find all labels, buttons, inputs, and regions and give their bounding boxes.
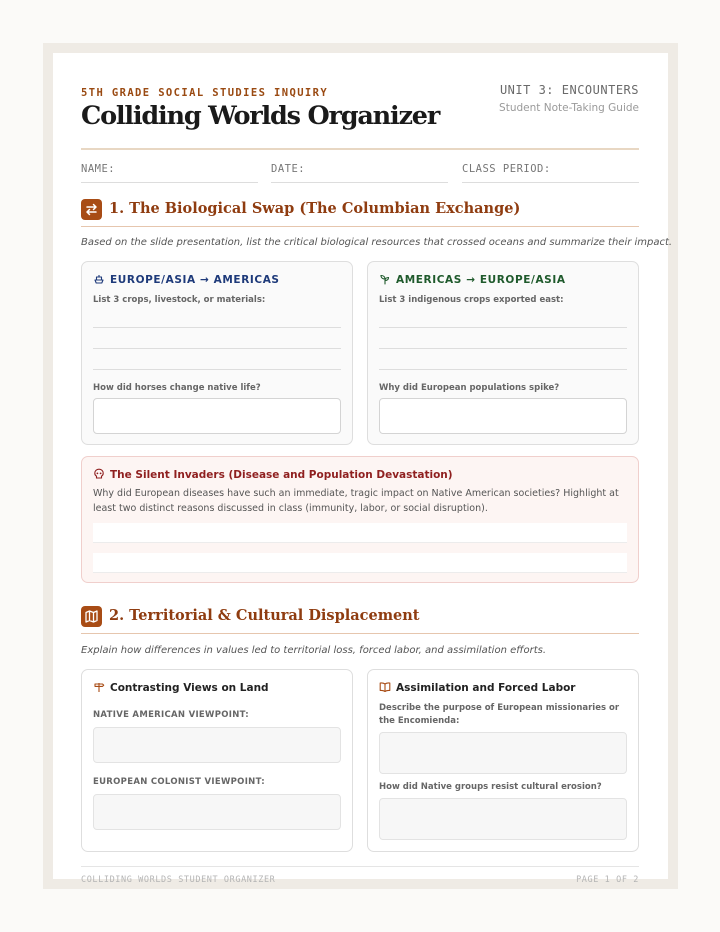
answer-line[interactable] [93,553,627,573]
silent-invaders-prompt: Why did European diseases have such an immediate, tragic impact on Native American societies? Highlight at least two distinct reasons discussed in class (immunity, labor, or social disruption). [93,488,619,514]
land-views-heading: Contrasting Views on Land [93,681,269,694]
native-viewpoint-label: NATIVE AMERICAN VIEWPOINT: [93,710,249,720]
silent-invaders-heading: The Silent Invaders (Disease and Population Devastation) [93,468,453,481]
answer-line[interactable] [379,348,627,349]
section-1-title: 1. The Biological Swap (The Columbian Exchange) [109,200,521,217]
header-divider [81,148,639,150]
americas-to-europe-heading: AMERICAS → EUROPE/ASIA [379,273,566,286]
section-2-header [81,606,639,634]
page-number: PAGE 1 OF 2 [576,875,639,885]
guide-subtitle: Student Note-Taking Guide [499,102,639,114]
map-icon [81,606,102,627]
assimilation-heading: Assimilation and Forced Labor [379,681,575,694]
european-viewpoint-box[interactable] [93,794,341,830]
footer-title: COLLIDING WORLDS STUDENT ORGANIZER [81,875,276,885]
signpost-icon [93,681,105,693]
sprout-icon [379,273,391,285]
skull-icon [93,468,105,480]
section-1-description: Based on the slide presentation, list the critical biological resources that crossed oceans and summarize their impact. [81,237,673,248]
page-footer [81,866,639,885]
name-field[interactable]: NAME: [81,163,258,183]
missionaries-question: Describe the purpose of European missionaries or the Encomienda: [379,703,620,726]
assimilation-card [367,669,639,852]
resistance-answer-box[interactable] [379,798,627,840]
european-viewpoint-label: EUROPEAN COLONIST VIEWPOINT: [93,777,265,787]
class-period-field[interactable]: CLASS PERIOD: [462,163,639,183]
land-views-card [81,669,353,852]
section-2-title: 2. Territorial & Cultural Displacement [109,607,420,624]
americas-to-europe-card [367,261,639,445]
ship-icon [93,273,105,285]
exchange-icon [81,199,102,220]
missionaries-answer-box[interactable] [379,732,627,774]
horses-answer-box[interactable] [93,398,341,434]
section-1-header [81,199,639,227]
horses-question: How did horses change native life? [93,383,261,393]
worksheet-page [53,53,673,885]
native-viewpoint-box[interactable] [93,727,341,763]
population-answer-box[interactable] [379,398,627,434]
answer-line[interactable] [93,369,341,370]
europe-to-americas-heading: EUROPE/ASIA → AMERICAS [93,273,280,286]
europe-to-americas-card [81,261,353,445]
answer-line[interactable] [93,523,627,543]
population-question: Why did European populations spike? [379,383,560,393]
europe-list-label: List 3 crops, livestock, or materials: [93,295,266,305]
resistance-question: How did Native groups resist cultural erosion? [379,782,602,792]
date-field[interactable]: DATE: [271,163,448,183]
answer-line[interactable] [379,369,627,370]
unit-label: UNIT 3: ENCOUNTERS [499,83,639,97]
answer-line[interactable] [93,327,341,328]
answer-line[interactable] [93,348,341,349]
silent-invaders-card [81,456,639,583]
section-2-description: Explain how differences in values led to territorial loss, forced labor, and assimilation efforts. [81,645,547,656]
answer-line[interactable] [379,327,627,328]
book-icon [379,681,391,693]
course-kicker: 5TH GRADE SOCIAL STUDIES INQUIRY [81,87,329,99]
americas-list-label: List 3 indigenous crops exported east: [379,295,564,305]
page-title: Colliding Worlds Organizer [81,101,440,131]
